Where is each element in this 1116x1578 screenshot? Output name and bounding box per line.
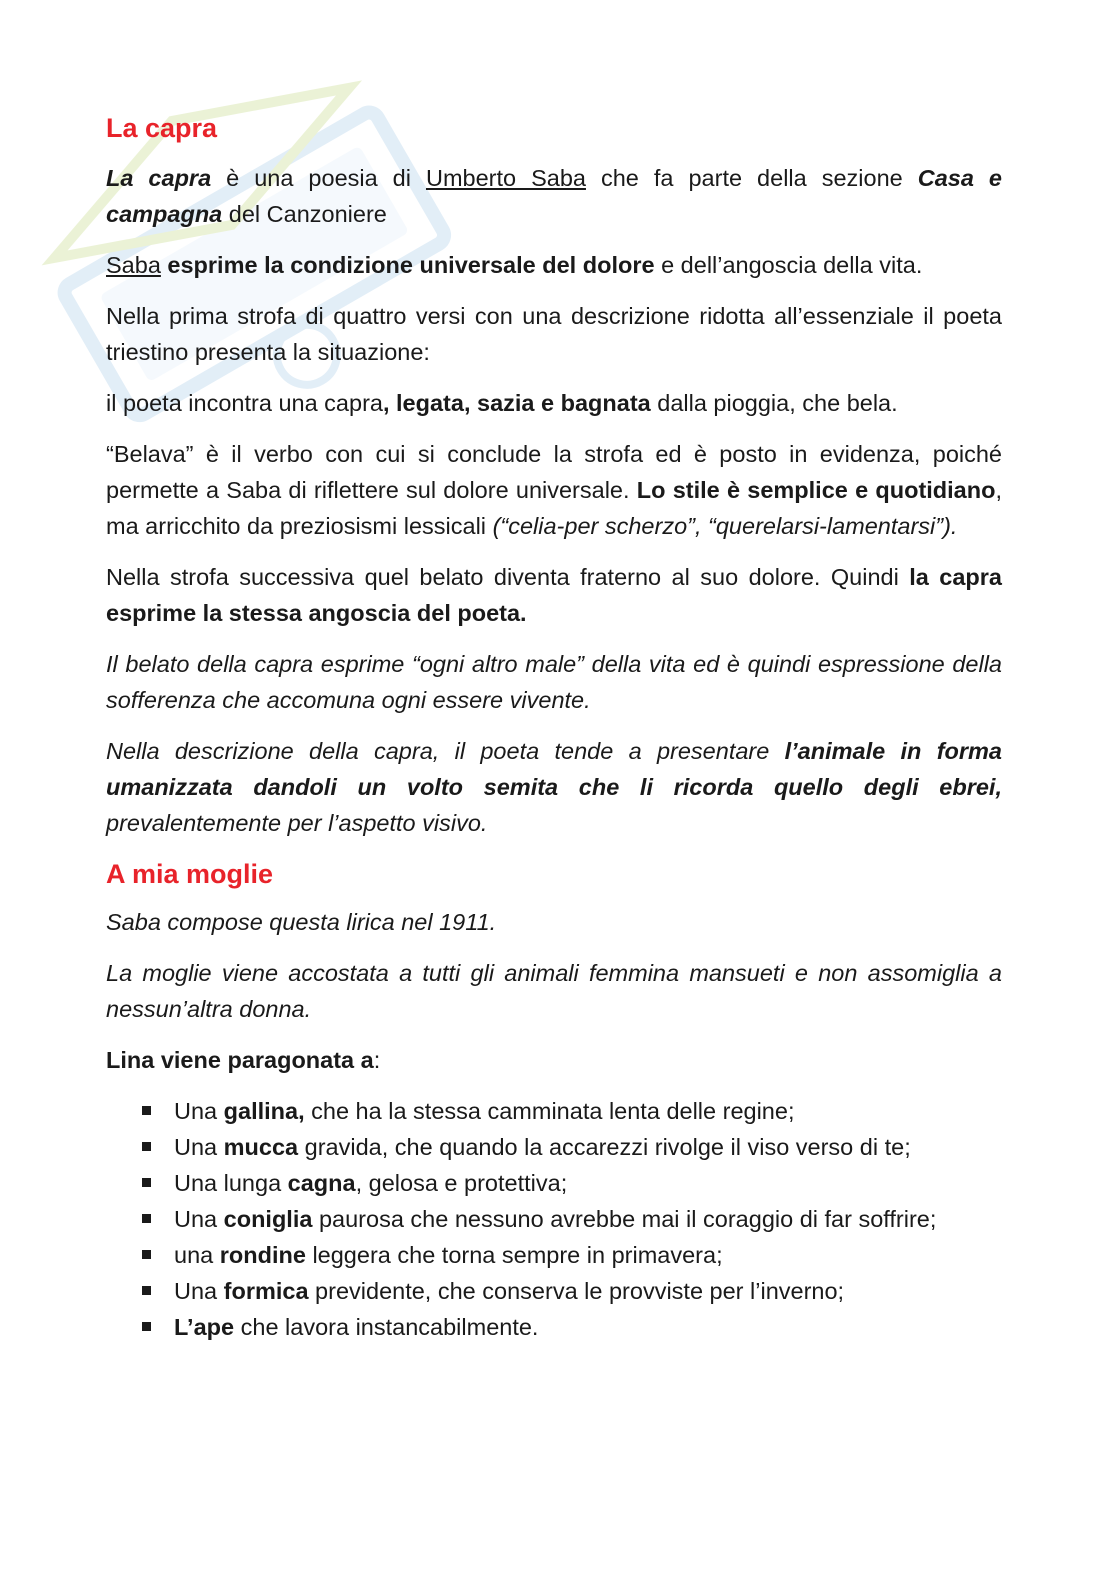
list-item: Una coniglia paurosa che nessuno avrebbe mai il coraggio di far soffrire; <box>106 1201 1002 1237</box>
paragraph-incontro-capra: il poeta incontra una capra, legata, sazia e bagnata dalla pioggia, che bela. <box>106 390 898 416</box>
bullet-square-icon <box>142 1142 151 1151</box>
paragraph-descrizione-capra: Nella descrizione della capra, il poeta tende a presentare l’animale in forma umanizzata dandoli un volto semita che li ricorda quello degli ebrei, prevalentemente per l’aspetto visivo. <box>106 738 1002 836</box>
paragraph-lina-paragonata: Lina viene paragonata a: <box>106 1047 381 1073</box>
paragraph-belato: Il belato della capra esprime “ogni altro male” della vita ed è quindi espressione della sofferenza che accomuna ogni essere vivente. <box>106 651 1002 713</box>
paragraph-moglie-animali: La moglie viene accostata a tutti gli animali femmina mansueti e non assomiglia a nessun’altra donna. <box>106 960 1002 1022</box>
paragraph-belava: “Belava” è il verbo con cui si conclude la strofa ed è posto in evidenza, poiché permette a Saba di riflettere sul dolore universale. Lo stile è semplice e quotidiano, ma arricchito da preziosismi lessicali (“celia-per scherzo”, “querelarsi-lamentarsi”). <box>106 441 1002 539</box>
list-item: Una formica previdente, che conserva le provviste per l’inverno; <box>106 1273 1002 1309</box>
paragraph-composizione: Saba compose questa lirica nel 1911. <box>106 909 497 935</box>
bullet-square-icon <box>142 1106 151 1115</box>
bullet-square-icon <box>142 1286 151 1295</box>
bullet-square-icon <box>142 1250 151 1259</box>
paragraph-dolore: Saba esprime la condizione universale del dolore e dell’angoscia della vita. <box>106 252 923 278</box>
author-link-umberto-saba[interactable]: Umberto Saba <box>425 165 586 191</box>
heading-a-mia-moglie: A mia moglie <box>106 859 274 889</box>
bullet-square-icon <box>142 1178 151 1187</box>
list-item: L’ape che lavora instancabilmente. <box>106 1309 1002 1345</box>
paragraph-prima-strofa: Nella prima strofa di quattro versi con una descrizione ridotta all’essenziale il poeta triestino presenta la situazione: <box>106 303 1002 365</box>
comparison-list <box>106 1093 1002 1345</box>
paragraph-intro-capra: La capra è una poesia di Umberto Saba che fa parte della sezione Casa e campagna del Canzoniere <box>106 165 1002 227</box>
document-page <box>106 100 1002 1345</box>
list-item: una rondine leggera che torna sempre in primavera; <box>106 1237 1002 1273</box>
list-item: Una mucca gravida, che quando la accarezzi rivolge il viso verso di te; <box>106 1129 1002 1165</box>
list-item: Una lunga cagna, gelosa e protettiva; <box>106 1165 1002 1201</box>
author-link-saba[interactable]: Saba <box>106 252 161 278</box>
list-item: Una gallina, che ha la stessa camminata lenta delle regine; <box>106 1093 1002 1129</box>
bullet-square-icon <box>142 1214 151 1223</box>
heading-la-capra: La capra <box>106 113 218 143</box>
paragraph-strofa-successiva: Nella strofa successiva quel belato diventa fraterno al suo dolore. Quindi la capra esprime la stessa angoscia del poeta. <box>106 564 1002 626</box>
bullet-square-icon <box>142 1322 151 1331</box>
